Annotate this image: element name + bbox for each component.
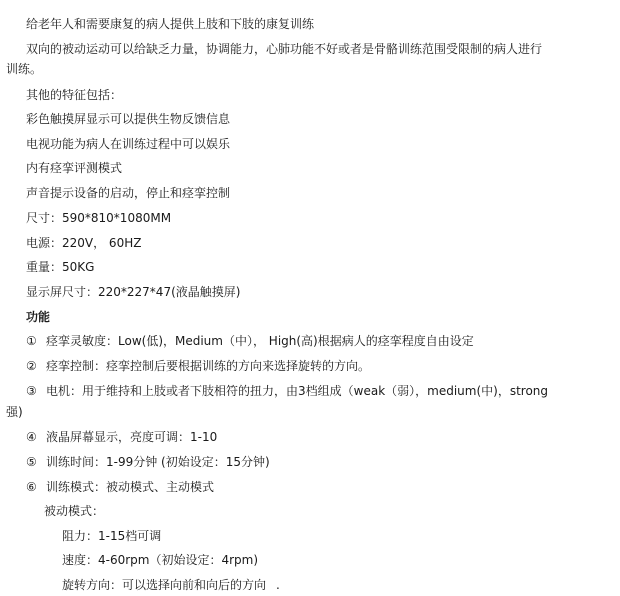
function-text: 痉挛灵敏度：Low(低)，Medium（中）， High(高)根据病人的痉挛程度自由设定 — [46, 334, 474, 348]
passive-mode-heading: 被动模式： — [44, 504, 105, 518]
function-continuation: 强) — [6, 405, 23, 419]
spec-weight: 重量：50KG — [26, 260, 95, 274]
passive-direction-text: 旋转方向：可以选择向前和向后的方向 — [62, 578, 267, 592]
function-item — [26, 479, 214, 495]
feature-item: 电视功能为病人在训练过程中可以娱乐 — [26, 137, 231, 151]
passive-resistance: 阻力：1-15档可调 — [62, 529, 162, 543]
function-text: 训练模式：被动模式、主动模式 — [46, 480, 215, 494]
feature-item: 内有痉挛评测模式 — [26, 161, 123, 175]
function-number: ⑤ — [26, 455, 37, 469]
function-text: 电机：用于维持和上肢或者下肢相符的扭力，由3档组成（weak（弱），medium(中)，strong — [46, 384, 549, 398]
function-item — [26, 429, 217, 445]
function-text: 痉挛控制：痉挛控制后要根据训练的方向来选择旋转的方向。 — [46, 359, 371, 373]
function-item — [26, 358, 370, 374]
passive-direction — [62, 577, 280, 593]
feature-item: 声音提示设备的启动，停止和痉挛控制 — [26, 186, 231, 200]
description-line-1: 双向的被动运动可以给缺乏力量，协调能力，心肺功能不好或者是骨骼训练范围受限制的病人进行 — [26, 42, 543, 56]
description-line-2: 训练。 — [6, 62, 43, 76]
feature-item: 彩色触摸屏显示可以提供生物反馈信息 — [26, 112, 231, 126]
functions-heading: 功能 — [26, 310, 51, 324]
function-item — [26, 383, 548, 399]
function-text: 液晶屏幕显示，亮度可调：1-10 — [46, 430, 218, 444]
function-number: ⑥ — [26, 480, 37, 494]
features-heading: 其他的特征包括： — [26, 88, 123, 102]
function-text: 训练时间：1-99分钟 (初始设定：15分钟) — [46, 455, 270, 469]
function-number: ② — [26, 359, 37, 373]
function-number: ① — [26, 334, 37, 348]
spec-screen: 显示屏尺寸：220*227*47(液晶触摸屏) — [26, 285, 241, 299]
spec-size: 尺寸：590*810*1080MM — [26, 211, 172, 225]
function-item — [26, 333, 474, 349]
passive-speed: 速度：4-60rpm（初始设定：4rpm) — [62, 553, 259, 567]
spec-power: 电源：220V， 60HZ — [26, 236, 142, 250]
intro-paragraph: 给老年人和需要康复的病人提供上肢和下肢的康复训练 — [26, 17, 315, 31]
trailing-dot: . — [276, 578, 280, 592]
function-item — [26, 454, 270, 470]
function-number: ④ — [26, 430, 37, 444]
function-number: ③ — [26, 384, 37, 398]
